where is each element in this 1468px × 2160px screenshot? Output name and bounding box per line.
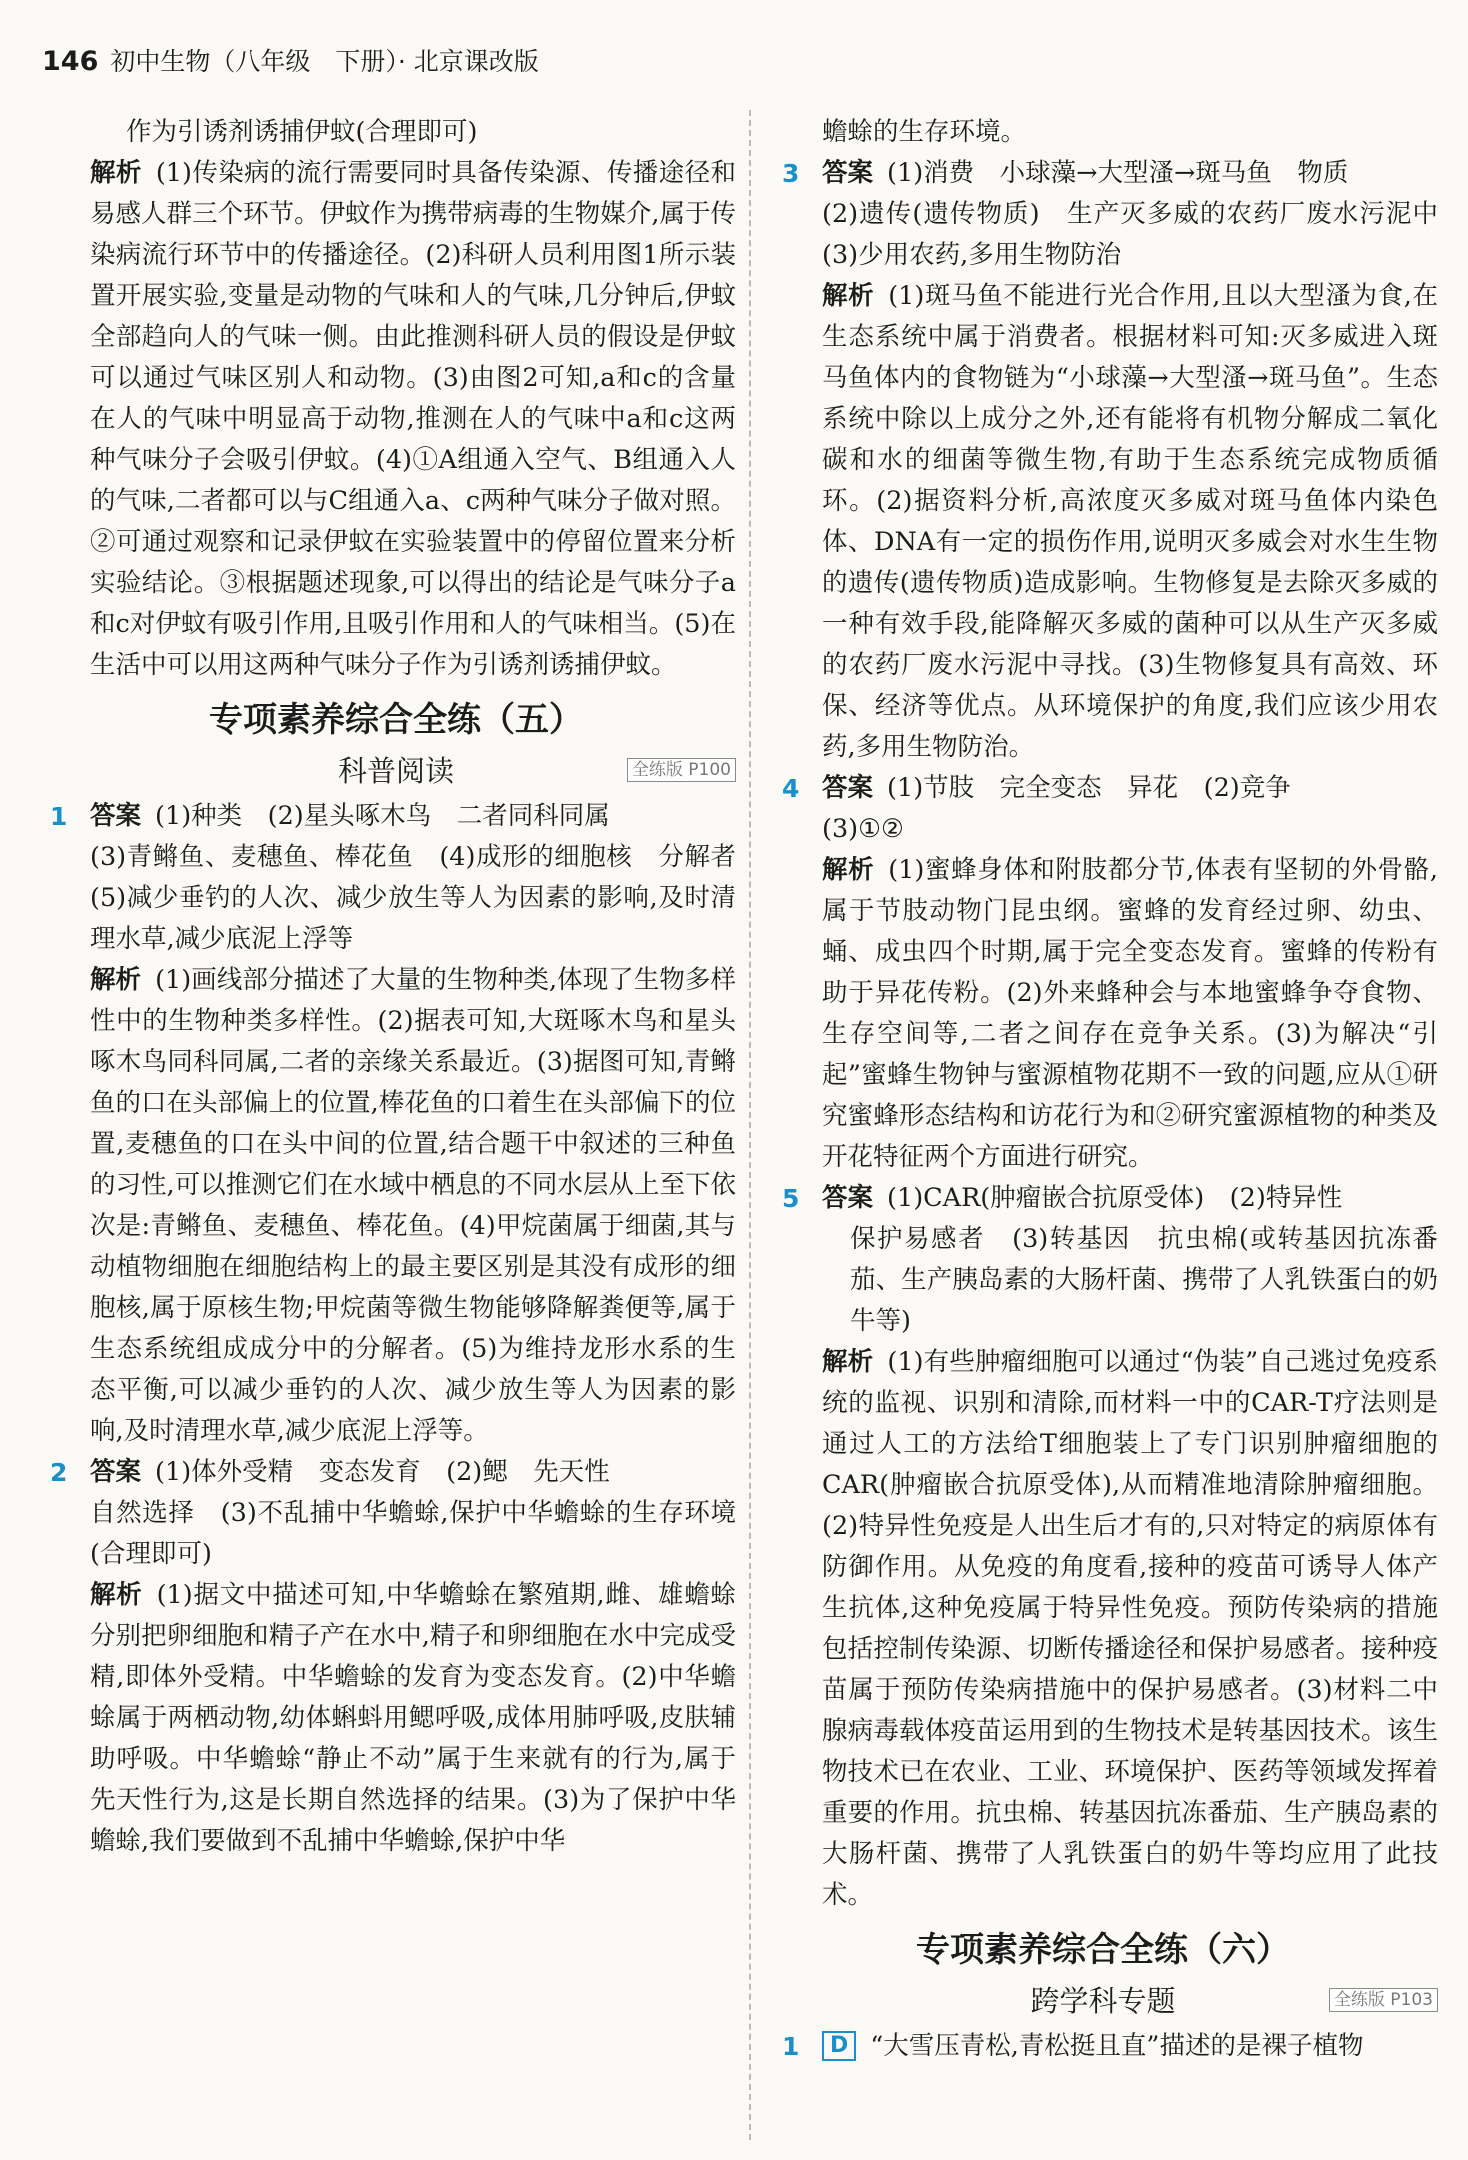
answer-line bbox=[822, 153, 1438, 194]
analysis-text: (1)有些肿瘤细胞可以通过“伪装”自己逃过免疫系统的监视、识别和清除,而材料一中的CAR-T疗法则是通过人工的方法给T细胞装上了专门识别肿瘤细胞的CAR(肿瘤嵌合抗原受体),从而精准地清除肿瘤细胞。(2)特异性免疫是人出生后才有的,只对特定的病原体有防御作用。从免疫的角度看,接种的疫苗可诱导人体产生抗体,这种免疫属于特异性免疫。预防传染病的措施包括控制传染源、切断传播途径和保护易感者。接种疫苗属于预防传染病措施中的保护易感者。(3)材料二中腺病毒载体疫苗运用到的生物技术是转基因技术。该生物技术已在农业、工业、环境保护、医药等领域发挥着重要的作用。抗虫棉、转基因抗冻番茄、生产胰岛素的大肠杆菌、携带了人乳铁蛋白的奶牛等均应用了此技术。 bbox=[822, 1347, 1438, 1910]
continued-analysis-end: 蟾蜍的生存环境。 bbox=[822, 117, 1027, 147]
question-number: 1 bbox=[782, 2032, 800, 2061]
analysis-label: 解析 bbox=[822, 855, 875, 885]
section-title: 专项素养综合全练（六） bbox=[916, 1930, 1290, 1970]
choice-line bbox=[822, 2026, 1438, 2067]
page-number: 146 bbox=[42, 46, 99, 77]
analysis-label: 解析 bbox=[822, 281, 875, 311]
analysis-label: 解析 bbox=[90, 158, 142, 188]
question-5 bbox=[768, 1178, 1438, 1916]
analysis-paragraph bbox=[90, 1575, 736, 1862]
question-4 bbox=[768, 768, 1438, 1178]
analysis-text: (1)斑马鱼不能进行光合作用,且以大型溞为食,在生态系统中属于消费者。根据材料可知:灭多威进入斑马鱼体内的食物链为“小球藻→大型溞→斑马鱼”。生态系统中除以上成分之外,还有能将有机物分解成二氧化碳和水的细菌等微生物,有助于生态系统完成物质循环。(2)据资料分析,高浓度灭多威对斑马鱼体内染色体、DNA有一定的损伤作用,说明灭多威会对水生生物的遗传(遗传物质)造成影响。生物修复是去除灭多威的一种有效手段,能降解灭多威的菌种可以从生产灭多威的农药厂废水污泥中寻找。(3)生物修复具有高效、环保、经济等优点。从环境保护的角度,我们应该少用农药,多用生物防治。 bbox=[822, 281, 1438, 762]
analysis-text: (1)蜜蜂身体和附肢都分节,体表有坚韧的外骨骼,属于节肢动物门昆虫纲。蜜蜂的发育经过卵、幼虫、蛹、成虫四个时期,属于完全变态发育。蜜蜂的传粉有助于异花传粉。(2)外来蜂种会与本地蜜蜂争夺食物、生存空间等,二者之间存在竞争关系。(3)为解决“引起”蜜蜂生物钟与蜜源植物花期不一致的问题,应从①研究蜜蜂形态结构和访花行为和②研究蜜源植物的种类及开花特征两个方面进行研究。 bbox=[822, 855, 1438, 1172]
page-reference-tag: 全练版 P103 bbox=[1329, 1988, 1438, 2012]
question-number: 5 bbox=[782, 1184, 800, 1213]
answer-label: 答案 bbox=[822, 158, 874, 188]
page-header bbox=[42, 42, 539, 82]
section-subtitle: 科普阅读 bbox=[337, 754, 454, 788]
section-title: 专项素养综合全练（五） bbox=[209, 700, 583, 740]
continued-analysis bbox=[56, 153, 736, 686]
analysis-text: (1)传染病的流行需要同时具备传染源、传播途径和易感人群三个环节。伊蚊作为携带病毒的生物媒介,属于传染病流行环节中的传播途径。(2)科研人员利用图1所示装置开展实验,变量是动物的气味和人的气味,几分钟后,伊蚊全部趋向人的气味一侧。由此推测科研人员的假设是伊蚊可以通过气味区别人和动物。(3)由图2可知,a和c的含量在人的气味中明显高于动物,推测在人的气味中a和c这两种气味分子会吸引伊蚊。(4)①A组通入空气、B组通入人的气味,二者都可以与C组通入a、c两种气味分子做对照。②可通过观察和记录伊蚊在实验装置中的停留位置来分析实验结论。③根据题述现象,可以得出的结论是气味分子a和c对伊蚊有吸引作用,且吸引作用和人的气味相当。(5)在生活中可以用这两种气味分子作为引诱剂诱捕伊蚊。 bbox=[90, 158, 736, 680]
column-divider bbox=[749, 110, 751, 2140]
answer-text: (1)体外受精 变态发育 (2)鳃 先天性 bbox=[155, 1457, 610, 1487]
answer-text: (1)CAR(肿瘤嵌合抗原受体) (2)特异性 bbox=[887, 1183, 1343, 1213]
question-text: “大雪压青松,青松挺且直”描述的是裸子植物 bbox=[870, 2031, 1364, 2061]
answer-line bbox=[822, 1178, 1438, 1219]
choice-answer-box: D bbox=[822, 2031, 856, 2061]
book-title: 初中生物（八年级 下册）· 北京课改版 bbox=[110, 47, 539, 76]
section-subtitle-row bbox=[56, 746, 736, 796]
right-column bbox=[768, 112, 1464, 2067]
section-subtitle-row bbox=[768, 1976, 1438, 2026]
answer-text: (1)消费 小球藻→大型溞→斑马鱼 物质 bbox=[887, 158, 1349, 188]
question-number: 2 bbox=[50, 1458, 68, 1487]
left-column bbox=[50, 112, 762, 1862]
analysis-label: 解析 bbox=[822, 1347, 874, 1377]
answer-label: 答案 bbox=[822, 1183, 874, 1213]
section-subtitle: 跨学科专题 bbox=[1030, 1984, 1176, 2018]
analysis-label: 解析 bbox=[90, 965, 142, 995]
answer-line bbox=[90, 796, 736, 837]
question-2 bbox=[50, 1452, 736, 1862]
analysis-text: (1)据文中描述可知,中华蟾蜍在繁殖期,雌、雄蟾蜍分别把卵细胞和精子产在水中,精子和卵细胞在水中完成受精,即体外受精。中华蟾蜍的发育为变态发育。(2)中华蟾蜍属于两栖动物,幼体蝌蚪用鳃呼吸,成体用肺呼吸,皮肤辅助呼吸。中华蟾蜍“静止不动”属于生来就有的行为,属于先天性行为,这是长期自然选择的结果。(3)为了保护中华蟾蜍,我们要做到不乱捕中华蟾蜍,保护中华 bbox=[90, 1580, 736, 1856]
answer-continued: (3)①② bbox=[822, 814, 904, 844]
answer-line bbox=[90, 1452, 736, 1493]
answer-text: (1)节肢 完全变态 异花 (2)竞争 bbox=[887, 773, 1291, 803]
question-1 bbox=[50, 796, 762, 1452]
answer-line bbox=[822, 768, 1438, 809]
answer-text: (1)种类 (2)星头啄木鸟 二者同科同属 bbox=[155, 801, 610, 831]
question-3 bbox=[768, 153, 1464, 768]
question-number: 3 bbox=[782, 159, 800, 188]
question-number: 1 bbox=[50, 802, 68, 831]
question-6 bbox=[768, 2026, 1438, 2067]
answer-continued: (3)青鳉鱼、麦穗鱼、棒花鱼 (4)成形的细胞核 分解者 (5)减少垂钓的人次、减少放生等人为因素的影响,及时清理水草,减少底泥上浮等 bbox=[90, 842, 762, 954]
answer-continued: 保护易感者 (3)转基因 抗虫棉(或转基因抗冻番茄、生产胰岛素的大肠杆菌、携带了人乳铁蛋白的奶牛等) bbox=[850, 1224, 1438, 1336]
analysis-paragraph bbox=[90, 960, 736, 1452]
analysis-text: (1)画线部分描述了大量的生物种类,体现了生物多样性中的生物种类多样性。(2)据表可知,大斑啄木鸟和星头啄木鸟同科同属,二者的亲缘关系最近。(3)据图可知,青鳉鱼的口在头部偏上的位置,棒花鱼的口着生在头部偏下的位置,麦穗鱼的口在头中间的位置,结合题干中叙述的三种鱼的习性,可以推测它们在水域中栖息的不同水层从上至下依次是:青鳉鱼、麦穗鱼、棒花鱼。(4)甲烷菌属于细菌,其与动植物细胞在细胞结构上的最主要区别是其没有成形的细胞核,属于原核生物;甲烷菌等微生物能够降解粪便等,属于生态系统组成成分中的分解者。(5)为维持龙形水系的生态平衡,可以减少垂钓的人次、减少放生等人为因素的影响,及时清理水草,减少底泥上浮等。 bbox=[90, 965, 736, 1446]
analysis-label: 解析 bbox=[90, 1580, 143, 1610]
answer-label: 答案 bbox=[90, 1457, 142, 1487]
page-reference-tag: 全练版 P100 bbox=[627, 758, 736, 782]
continued-answer: 作为引诱剂诱捕伊蚊(合理即可) bbox=[126, 117, 478, 147]
analysis-paragraph bbox=[822, 850, 1438, 1178]
analysis-paragraph bbox=[822, 1342, 1438, 1916]
answer-continued: (2)遗传(遗传物质) 生产灭多威的农药厂废水污泥中 (3)少用农药,多用生物防治 bbox=[822, 199, 1464, 270]
question-number: 4 bbox=[782, 774, 800, 803]
answer-label: 答案 bbox=[822, 773, 874, 803]
answer-continued: 自然选择 (3)不乱捕中华蟾蜍,保护中华蟾蜍的生存环境(合理即可) bbox=[90, 1498, 736, 1569]
analysis-paragraph bbox=[822, 276, 1438, 768]
answer-label: 答案 bbox=[90, 801, 142, 831]
